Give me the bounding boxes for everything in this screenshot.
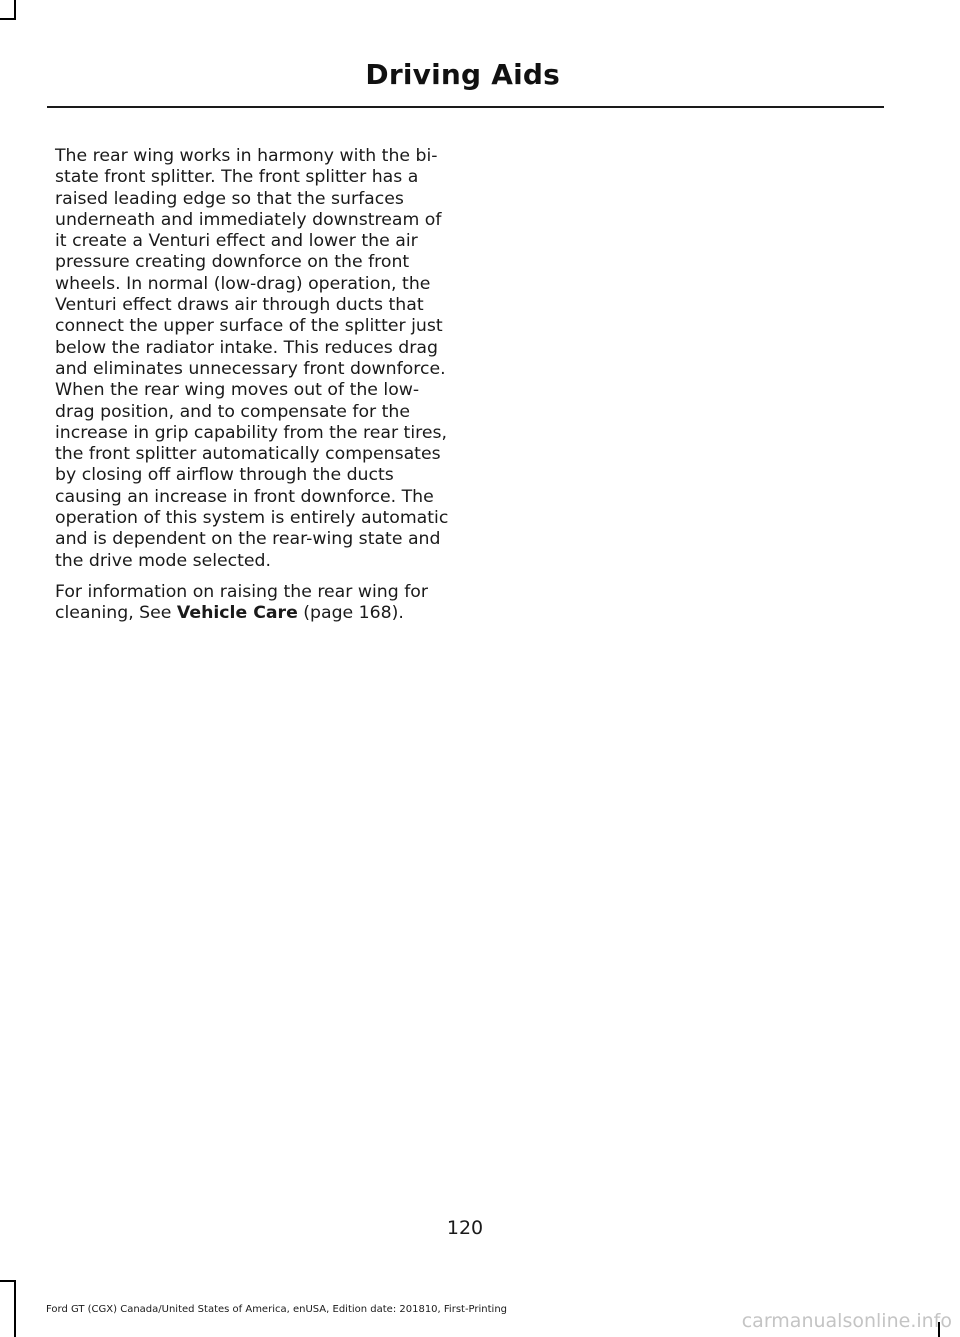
- vehicle-care-link[interactable]: Vehicle Care: [176, 603, 298, 624]
- body-paragraph-cross-reference: [55, 582, 450, 625]
- crop-mark-top-left-horizontal: [0, 18, 16, 20]
- crop-mark-top-left-vertical: [14, 0, 16, 18]
- page-title: Driving Aids: [365, 58, 560, 91]
- crop-mark-bottom-left-vertical: [14, 1280, 16, 1337]
- footer-edition-info: Ford GT (CGX) Canada/United States of America, enUSA, Edition date: 201810, First-Printing: [46, 1304, 508, 1315]
- main-content: [55, 146, 450, 635]
- body-paragraph: The rear wing works in harmony with the bi-state front splitter. The front splitter has a raised leading edge so that the surfaces underneath and immediately downstream of it create a Venturi effect and lower the air pressure creating downforce on the front wheels. In normal (low-drag) operation, the Venturi effect draws air through ducts that connect the upper surface of the splitter just below the radiator intake. This reduces drag and eliminates unnecessary front downforce. When the rear wing moves out of the low-drag position, and to compensate for the increase in grip capability from the rear tires, the front splitter automatically compensates by closing off airflow through the ducts causing an increase in front downforce. The operation of this system is entirely automatic and is dependent on the rear-wing state and the drive mode selected.: [55, 146, 449, 571]
- crop-mark-bottom-left-horizontal: [0, 1280, 16, 1282]
- page-number: 120: [446, 1217, 484, 1239]
- header-divider: [47, 106, 884, 108]
- cross-reference-suffix: (page 168).: [297, 603, 404, 624]
- watermark: carmanualsonline.info: [741, 1310, 952, 1332]
- cross-reference-prefix: For information on raising the rear wing for cleaning, See: [55, 581, 428, 624]
